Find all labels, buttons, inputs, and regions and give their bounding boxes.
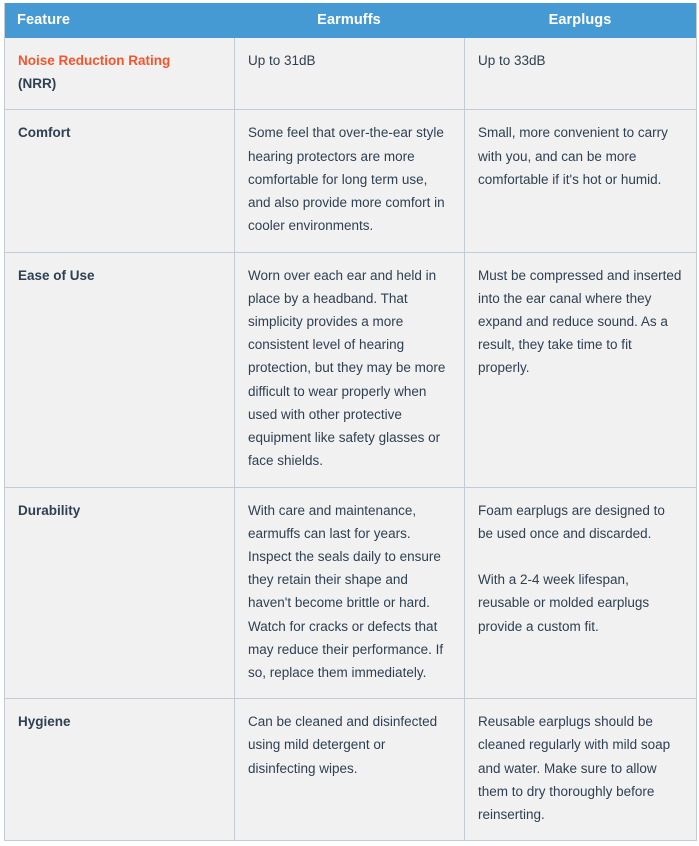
cell-paragraph: Reusable earplugs should be cleaned regularly with mild soap and water. Make sure to allow them to dry thoroughly before reinserting. <box>478 714 671 823</box>
feature-label: Noise Reduction Rating <box>18 53 171 68</box>
cell-paragraph: With a 2-4 week lifespan, reusable or molded earplugs provide a custom fit. <box>478 572 650 634</box>
table-cell-feature <box>5 252 234 487</box>
cell-paragraph: Some feel that over-the-ear style hearing protectors are more comfortable for long term use, and also provide more comfort in cooler environments. <box>248 125 445 234</box>
column-header-earmuffs: Earmuffs <box>234 3 464 38</box>
feature-label: Ease of Use <box>18 267 95 283</box>
feature-label: Hygiene <box>18 714 71 730</box>
earmuffs-vs-earplugs-comparison-table <box>4 3 697 841</box>
table-header-row <box>5 3 696 38</box>
cell-paragraph: With care and maintenance, earmuffs can last for years. Inspect the seals daily to ensure they retain their shape and haven't become brittle or hard. Watch for cracks or defects that may reduce their performance. If so, replace them immediately. <box>248 502 444 681</box>
feature-label: Comfort <box>18 125 71 141</box>
cell-paragraph: Up to 33dB <box>478 53 546 68</box>
table-cell-earplugs <box>464 38 696 109</box>
cell-paragraph: Up to 31dB <box>248 53 316 68</box>
table-cell-feature <box>5 698 234 840</box>
cell-paragraph: Must be compressed and inserted into the ear canal where they expand and reduce sound. As a result, they take time to fit properly. <box>478 267 682 376</box>
table-cell-earplugs <box>464 698 696 840</box>
cell-paragraph: Small, more convenient to carry with you, and can be more comfortable if it's hot or humid. <box>478 125 668 187</box>
table-header <box>5 3 696 38</box>
column-header-feature: Feature <box>5 3 234 38</box>
cell-paragraph: Foam earplugs are designed to be used once and discarded. <box>478 502 665 541</box>
table-cell-earmuffs <box>234 487 464 699</box>
feature-label: Durability <box>18 502 81 518</box>
column-header-earplugs: Earplugs <box>464 3 696 38</box>
table-cell-earmuffs <box>234 252 464 487</box>
table-row <box>5 698 696 840</box>
table-cell-earmuffs <box>234 109 464 251</box>
table-row <box>5 38 696 109</box>
table-row <box>5 109 696 251</box>
cell-paragraph: Worn over each ear and held in place by a headband. That simplicity provides a more consistent level of hearing protection, but they may be more difficult to wear properly when used with other protective equipment like safety glasses or face shields. <box>248 267 446 469</box>
cell-paragraph: Can be cleaned and disinfected using mild detergent or disinfecting wipes. <box>248 714 438 776</box>
table-body <box>5 38 696 840</box>
table-cell-feature <box>5 109 234 251</box>
table-row <box>5 487 696 699</box>
table-cell-feature <box>5 38 234 109</box>
table-cell-feature <box>5 487 234 699</box>
table-row <box>5 252 696 487</box>
table-cell-earplugs <box>464 252 696 487</box>
table-cell-earmuffs <box>234 38 464 109</box>
table-cell-earplugs <box>464 487 696 699</box>
table-cell-earmuffs <box>234 698 464 840</box>
table-cell-earplugs <box>464 109 696 251</box>
feature-label-sub: (NRR) <box>18 76 57 92</box>
